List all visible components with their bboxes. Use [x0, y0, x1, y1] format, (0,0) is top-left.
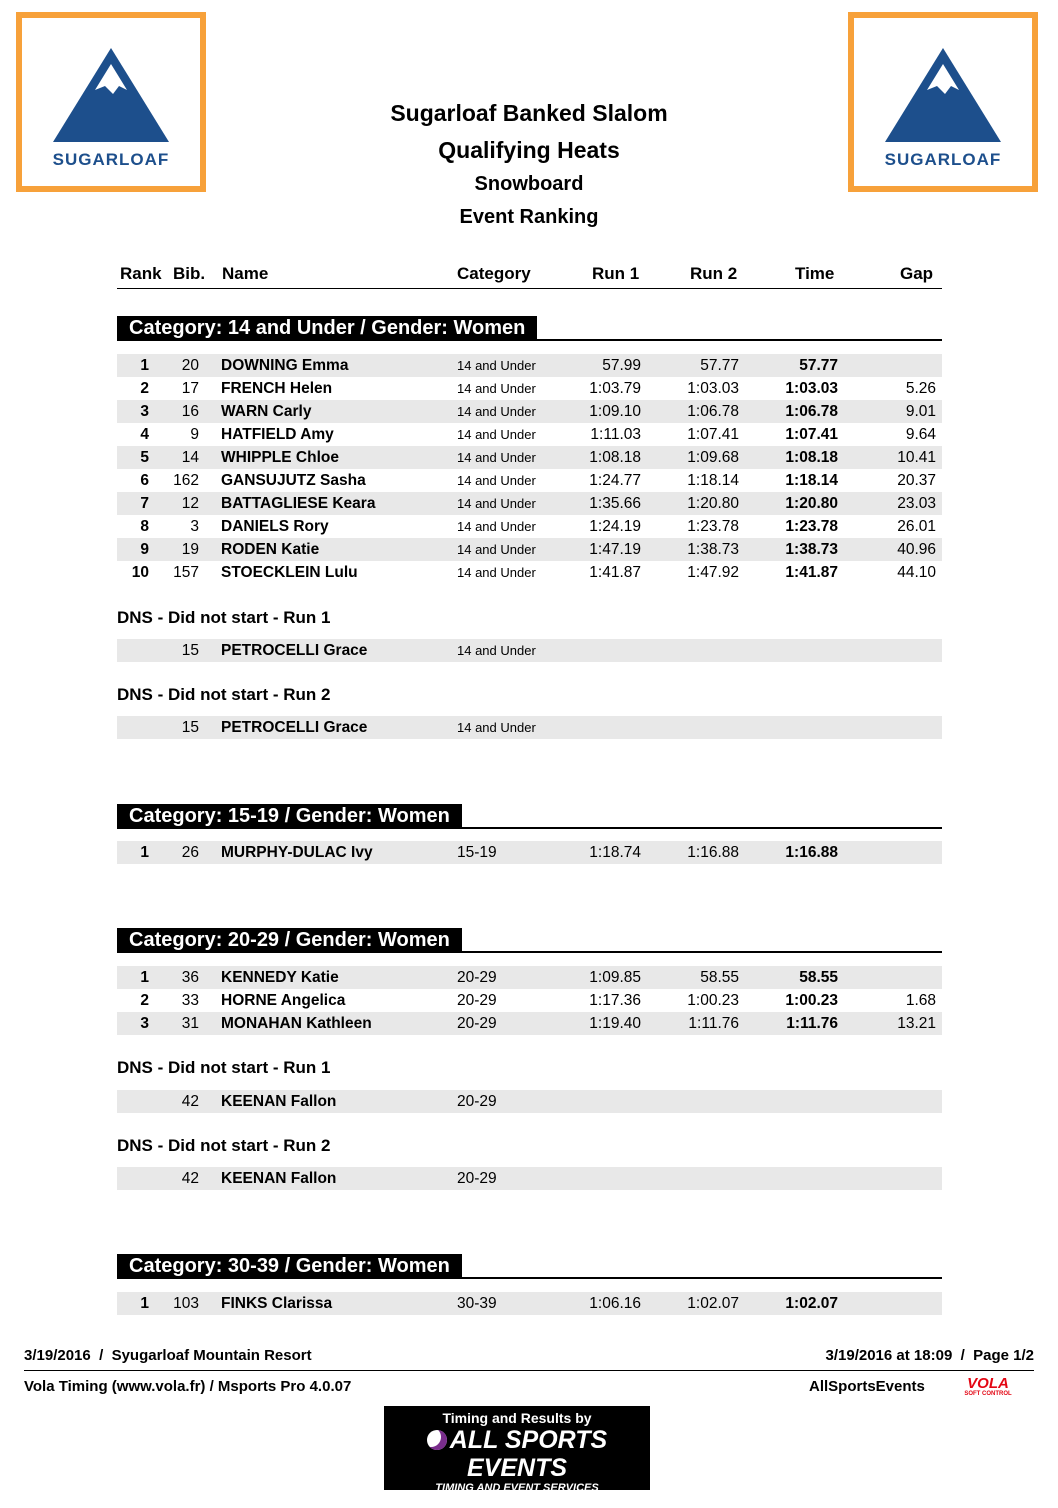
ase-banner [384, 1406, 650, 1508]
athlete-name: HATFIELD Amy [221, 426, 334, 443]
athlete-name: DOWNING Emma [221, 357, 349, 374]
table-row [117, 1292, 942, 1315]
category: 14 and Under [457, 404, 536, 419]
category: 20-29 [457, 1015, 497, 1032]
category-rule [117, 951, 942, 953]
bib: 12 [181, 495, 199, 512]
run1: 1:18.74 [589, 844, 641, 861]
table-row [117, 966, 942, 989]
time: 1:03.03 [785, 380, 838, 397]
bib: 14 [181, 449, 199, 466]
footer-timestamp-page: 3/19/2016 at 18:09 / Page 1/2 [825, 1347, 1034, 1364]
bib: 20 [181, 357, 199, 374]
category: 15-19 [457, 844, 497, 861]
table-row [117, 469, 942, 492]
rank: 1 [140, 844, 149, 861]
athlete-name: KENNEDY Katie [221, 969, 339, 986]
run1: 1:11.03 [590, 426, 641, 443]
category: 20-29 [457, 969, 497, 986]
time: 1:06.78 [785, 403, 838, 420]
table-row [117, 446, 942, 469]
bib: 42 [181, 1093, 199, 1110]
athlete-name: KEENAN Fallon [221, 1170, 337, 1187]
rank: 9 [140, 541, 149, 558]
rank: 3 [140, 403, 149, 420]
run1: 1:35.66 [589, 495, 641, 512]
col-category: Category [457, 264, 531, 283]
event-title: Sugarloaf Banked Slalom [390, 100, 668, 126]
gap: 9.01 [905, 403, 936, 420]
bib: 26 [181, 844, 199, 861]
col-gap: Gap [900, 264, 934, 283]
bib: 157 [173, 564, 199, 581]
bib: 15 [181, 719, 199, 736]
bib: 19 [181, 541, 199, 558]
category: 14 and Under [457, 519, 536, 534]
header-rule [117, 288, 942, 289]
category: 14 and Under [457, 542, 536, 557]
dns-heading: DNS - Did not start - Run 1 [117, 1058, 331, 1077]
time: 1:00.23 [785, 992, 838, 1009]
run1: 1:19.40 [589, 1015, 641, 1032]
table-row [117, 561, 942, 584]
vola-logo-text: VOLA [967, 1375, 1009, 1392]
category: 14 and Under [457, 643, 536, 658]
time: 1:16.88 [785, 844, 838, 861]
bib: 162 [173, 472, 199, 489]
logo-text: SUGARLOAF [884, 150, 1002, 169]
run2: 58.55 [700, 969, 739, 986]
athlete-name: FRENCH Helen [221, 380, 333, 397]
athlete-name: HORNE Angelica [221, 992, 346, 1009]
time: 57.77 [799, 357, 838, 374]
run1: 1:17.36 [589, 992, 641, 1009]
mountain-icon [51, 46, 171, 146]
gap: 23.03 [897, 495, 936, 512]
athlete-name: KEENAN Fallon [221, 1093, 337, 1110]
discipline: Snowboard [474, 173, 584, 195]
run2: 1:18.14 [687, 472, 739, 489]
bib: 15 [181, 642, 199, 659]
run1: 1:24.77 [589, 472, 641, 489]
dns-heading: DNS - Did not start - Run 2 [117, 685, 331, 704]
bib: 16 [181, 403, 199, 420]
athlete-name: PETROCELLI Grace [221, 719, 368, 736]
time: 1:08.18 [785, 449, 838, 466]
run1: 1:09.10 [589, 403, 641, 420]
rank: 6 [140, 472, 149, 489]
run1: 1:03.79 [589, 380, 641, 397]
athlete-name: FINKS Clarissa [221, 1295, 333, 1312]
run2: 1:03.03 [687, 380, 739, 397]
ase-line3: TIMING AND EVENT SERVICES [435, 1482, 599, 1494]
category: 20-29 [457, 1093, 497, 1110]
run1: 1:06.16 [589, 1295, 641, 1312]
col-run1: Run 1 [592, 264, 640, 283]
rank: 10 [131, 564, 149, 581]
athlete-name: RODEN Katie [221, 541, 320, 558]
time: 1:41.87 [785, 564, 838, 581]
event-subtitle: Qualifying Heats [438, 137, 620, 163]
athlete-name: STOECKLEIN Lulu [221, 564, 358, 581]
table-row [117, 639, 942, 662]
bib: 17 [181, 380, 199, 397]
athlete-name: GANSUJUTZ Sasha [221, 472, 366, 489]
category-heading: Category: 30-39 / Gender: Women [117, 1254, 462, 1278]
rank: 3 [140, 1015, 149, 1032]
time: 58.55 [799, 969, 838, 986]
category: 14 and Under [457, 358, 536, 373]
footer-software: Vola Timing (www.vola.fr) / Msports Pro 4.0.07 [24, 1378, 352, 1395]
report-type: Event Ranking [459, 206, 599, 228]
category: 14 and Under [457, 720, 536, 735]
footer-rule [24, 1370, 1034, 1371]
table-row [117, 400, 942, 423]
run2: 1:09.68 [687, 449, 739, 466]
category: 14 and Under [457, 473, 536, 488]
col-name: Name [222, 264, 269, 283]
ase-brand: ALL SPORTS EVENTS [449, 1426, 608, 1482]
category-heading: Category: 14 and Under / Gender: Women [117, 316, 537, 340]
category: 14 and Under [457, 565, 536, 580]
rank: 1 [140, 357, 149, 374]
category: 14 and Under [457, 450, 536, 465]
athlete-name: WARN Carly [221, 403, 312, 420]
time: 1:11.76 [786, 1015, 838, 1032]
vola-logo-sub: SOFT CONTROL [964, 1391, 1012, 1397]
table-row [117, 1090, 942, 1113]
bib: 3 [190, 518, 199, 535]
gap: 9.64 [905, 426, 936, 443]
rank: 7 [140, 495, 149, 512]
category-rule [117, 1277, 942, 1279]
athlete-name: PETROCELLI Grace [221, 642, 368, 659]
bib: 36 [181, 969, 199, 986]
run1: 1:09.85 [589, 969, 641, 986]
bib: 9 [190, 426, 199, 443]
table-row [117, 423, 942, 446]
category-heading: Category: 15-19 / Gender: Women [117, 804, 462, 828]
mountain-icon [883, 46, 1003, 146]
category: 14 and Under [457, 427, 536, 442]
bib: 42 [181, 1170, 199, 1187]
category-rule [117, 827, 942, 829]
run2: 1:23.78 [687, 518, 739, 535]
col-bib: Bib. [173, 264, 206, 283]
run1: 57.99 [602, 357, 641, 374]
category-rule [117, 339, 942, 341]
category: 20-29 [457, 1170, 497, 1187]
gap: 20.37 [897, 472, 936, 489]
table-row [117, 841, 942, 864]
gap: 44.10 [897, 564, 936, 581]
footer-date-venue: 3/19/2016 / Syugarloaf Mountain Resort [24, 1347, 312, 1364]
col-time: Time [795, 264, 835, 283]
run2: 1:38.73 [687, 541, 739, 558]
table-row [117, 716, 942, 739]
rank: 8 [140, 518, 149, 535]
gap: 1.68 [905, 992, 936, 1009]
run2: 1:02.07 [687, 1295, 739, 1312]
athlete-name: DANIELS Rory [221, 518, 329, 535]
footer-organizer: AllSportsEvents [809, 1378, 925, 1395]
category: 30-39 [457, 1295, 497, 1312]
time: 1:20.80 [785, 495, 838, 512]
time: 1:18.14 [785, 472, 838, 489]
run2: 1:11.76 [688, 1015, 739, 1032]
ase-line2 [384, 1426, 650, 1482]
time: 1:02.07 [785, 1295, 838, 1312]
rank: 1 [140, 969, 149, 986]
run2: 1:20.80 [687, 495, 739, 512]
run2: 1:07.41 [687, 426, 739, 443]
table-row [117, 1012, 942, 1035]
table-row [117, 354, 942, 377]
run1: 1:47.19 [589, 541, 641, 558]
run2: 1:06.78 [687, 403, 739, 420]
col-rank: Rank [120, 264, 162, 283]
logo-text: SUGARLOAF [52, 150, 170, 169]
time: 1:07.41 [785, 426, 838, 443]
table-row [117, 492, 942, 515]
rank: 4 [140, 426, 149, 443]
category: 14 and Under [457, 496, 536, 511]
ase-line4: www.allsportsevents.com [443, 1494, 591, 1508]
gap: 13.21 [897, 1015, 936, 1032]
rank: 2 [140, 992, 149, 1009]
athlete-name: MURPHY-DULAC Ivy [221, 844, 373, 861]
table-row [117, 989, 942, 1012]
table-row [117, 538, 942, 561]
run1: 1:41.87 [589, 564, 641, 581]
time: 1:23.78 [785, 518, 838, 535]
dns-heading: DNS - Did not start - Run 2 [117, 1136, 331, 1155]
run2: 1:47.92 [687, 564, 739, 581]
ase-line1: Timing and Results by [442, 1410, 592, 1426]
bib: 103 [173, 1295, 199, 1312]
gap: 26.01 [897, 518, 936, 535]
category: 14 and Under [457, 381, 536, 396]
bib: 31 [181, 1015, 199, 1032]
run2: 1:16.88 [687, 844, 739, 861]
bib: 33 [181, 992, 199, 1009]
run1: 1:24.19 [589, 518, 641, 535]
gap: 40.96 [897, 541, 936, 558]
category-heading: Category: 20-29 / Gender: Women [117, 928, 462, 952]
athlete-name: MONAHAN Kathleen [221, 1015, 372, 1032]
rank: 5 [140, 449, 149, 466]
table-row [117, 377, 942, 400]
table-row [117, 1167, 942, 1190]
time: 1:38.73 [785, 541, 838, 558]
athlete-name: BATTAGLIESE Keara [221, 495, 376, 512]
vola-logo [942, 1376, 1034, 1396]
ase-swirl-icon [427, 1430, 447, 1450]
category: 20-29 [457, 992, 497, 1009]
run1: 1:08.18 [589, 449, 641, 466]
col-run2: Run 2 [690, 264, 738, 283]
rank: 2 [140, 380, 149, 397]
gap: 10.41 [897, 449, 936, 466]
dns-heading: DNS - Did not start - Run 1 [117, 608, 331, 627]
gap: 5.26 [905, 380, 936, 397]
athlete-name: WHIPPLE Chloe [221, 449, 339, 466]
run2: 1:00.23 [687, 992, 739, 1009]
table-row [117, 515, 942, 538]
rank: 1 [140, 1295, 149, 1312]
run2: 57.77 [700, 357, 739, 374]
